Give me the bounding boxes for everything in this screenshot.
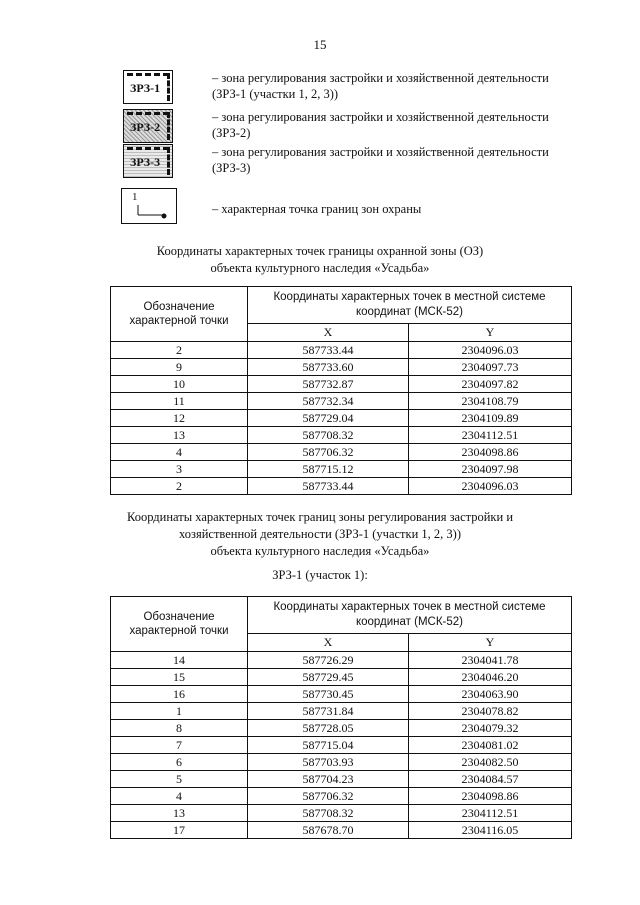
point-id-cell: 11 [111,393,248,410]
x-cell: 587715.12 [248,461,409,478]
y-cell: 2304081.02 [409,737,572,754]
table-oz-body [111,342,572,495]
table-zrz1-plot1 [110,596,572,839]
table-row [111,703,572,720]
legend-zrz2-text: – зона регулирования застройки и хозяйственной деятельности (ЗРЗ-2) [212,110,549,140]
table-row [111,478,572,495]
x-cell: 587706.32 [248,444,409,461]
table-row [111,720,572,737]
table-row [111,461,572,478]
table-row [111,359,572,376]
x-cell: 587704.23 [248,771,409,788]
y-cell: 2304108.79 [409,393,572,410]
section1-title: Координаты характерных точек границы охранной зоны (ОЗ) объекта культурного наследия «Усадьба» [156,244,484,275]
x-cell: 587729.04 [248,410,409,427]
header-x: X [248,324,409,342]
legend-point-text: – характерная точка границ зон охраны [212,202,422,216]
header-y: Y [409,324,572,342]
table-row [111,788,572,805]
y-cell: 2304063.90 [409,686,572,703]
table-oz [110,286,572,495]
zrz2-symbol-label: ЗРЗ-2 [130,120,161,134]
header-coordinates: Координаты характерных точек в местной системе координат (МСК-52) [248,287,572,324]
zrz3-symbol-icon [123,144,173,178]
point-id-cell: 9 [111,359,248,376]
table-row [111,822,572,839]
point-id-cell: 2 [111,342,248,359]
table-row [111,771,572,788]
point-id-cell: 14 [111,652,248,669]
point-id-cell: 15 [111,669,248,686]
x-cell: 587708.32 [248,805,409,822]
y-cell: 2304097.82 [409,376,572,393]
table-row [111,393,572,410]
header-y: Y [409,634,572,652]
x-cell: 587678.70 [248,822,409,839]
table-row [111,669,572,686]
legend-zrz1 [117,70,577,110]
zrz2-symbol-icon [123,109,173,143]
section2-title: Координаты характерных точек границ зоны регулирования застройки и хозяйственной деятельности (ЗРЗ-1 (участки 1, 2, 3)) объекта культурного наследия «Усадьба» [126,510,514,558]
point-id-cell: 3 [111,461,248,478]
point-id-cell: 10 [111,376,248,393]
table-row [111,737,572,754]
zrz3-symbol-label: ЗРЗ-3 [130,155,161,169]
y-cell: 2304097.98 [409,461,572,478]
header-designation: Обозначение характерной точки [111,287,248,342]
y-cell: 2304096.03 [409,478,572,495]
section2-subtitle: ЗРЗ-1 (участок 1): [272,568,368,582]
table-row [111,410,572,427]
point-id-cell: 4 [111,444,248,461]
y-cell: 2304109.89 [409,410,572,427]
y-cell: 2304079.32 [409,720,572,737]
legend-zrz1-text: – зона регулирования застройки и хозяйственной деятельности (ЗРЗ-1 (участки 1, 2, 3)) [212,71,549,101]
point-id-cell: 8 [111,720,248,737]
x-cell: 587703.93 [248,754,409,771]
zrz1-symbol-icon [123,70,173,104]
point-id-cell: 13 [111,805,248,822]
y-cell: 2304112.51 [409,427,572,444]
legend-point [117,188,577,228]
table-row [111,342,572,359]
table-row [111,805,572,822]
y-cell: 2304097.73 [409,359,572,376]
header-coordinates: Координаты характерных точек в местной системе координат (МСК-52) [248,597,572,634]
table-row [111,686,572,703]
y-cell: 2304041.78 [409,652,572,669]
y-cell: 2304116.05 [409,822,572,839]
header-x: X [248,634,409,652]
y-cell: 2304078.82 [409,703,572,720]
point-id-cell: 13 [111,427,248,444]
point-id-cell: 1 [111,703,248,720]
y-cell: 2304084.57 [409,771,572,788]
table-row [111,754,572,771]
point-id-cell: 12 [111,410,248,427]
legend-zrz2 [117,109,577,149]
x-cell: 587732.34 [248,393,409,410]
point-id-cell: 17 [111,822,248,839]
y-cell: 2304082.50 [409,754,572,771]
x-cell: 587731.84 [248,703,409,720]
point-id-cell: 4 [111,788,248,805]
zrz1-symbol-label: ЗРЗ-1 [130,81,161,95]
point-id-cell: 6 [111,754,248,771]
x-cell: 587726.29 [248,652,409,669]
legend-zrz3-text: – зона регулирования застройки и хозяйственной деятельности (ЗРЗ-3) [212,145,549,175]
boundary-point-label: 1 [132,191,138,203]
y-cell: 2304046.20 [409,669,572,686]
table-row [111,444,572,461]
x-cell: 587729.45 [248,669,409,686]
x-cell: 587706.32 [248,788,409,805]
table-row [111,652,572,669]
x-cell: 587730.45 [248,686,409,703]
header-designation: Обозначение характерной точки [111,597,248,652]
y-cell: 2304098.86 [409,444,572,461]
point-id-cell: 2 [111,478,248,495]
point-id-cell: 16 [111,686,248,703]
point-id-cell: 5 [111,771,248,788]
table-row [111,427,572,444]
x-cell: 587733.44 [248,478,409,495]
point-id-cell: 7 [111,737,248,754]
y-cell: 2304098.86 [409,788,572,805]
table-row [111,376,572,393]
x-cell: 587733.44 [248,342,409,359]
boundary-point-icon [121,188,177,224]
y-cell: 2304096.03 [409,342,572,359]
x-cell: 587732.87 [248,376,409,393]
x-cell: 587733.60 [248,359,409,376]
y-cell: 2304112.51 [409,805,572,822]
page-number: 15 [313,37,327,52]
x-cell: 587715.04 [248,737,409,754]
legend-zrz3 [117,144,577,184]
table-zrz1-body [111,652,572,839]
x-cell: 587708.32 [248,427,409,444]
x-cell: 587728.05 [248,720,409,737]
